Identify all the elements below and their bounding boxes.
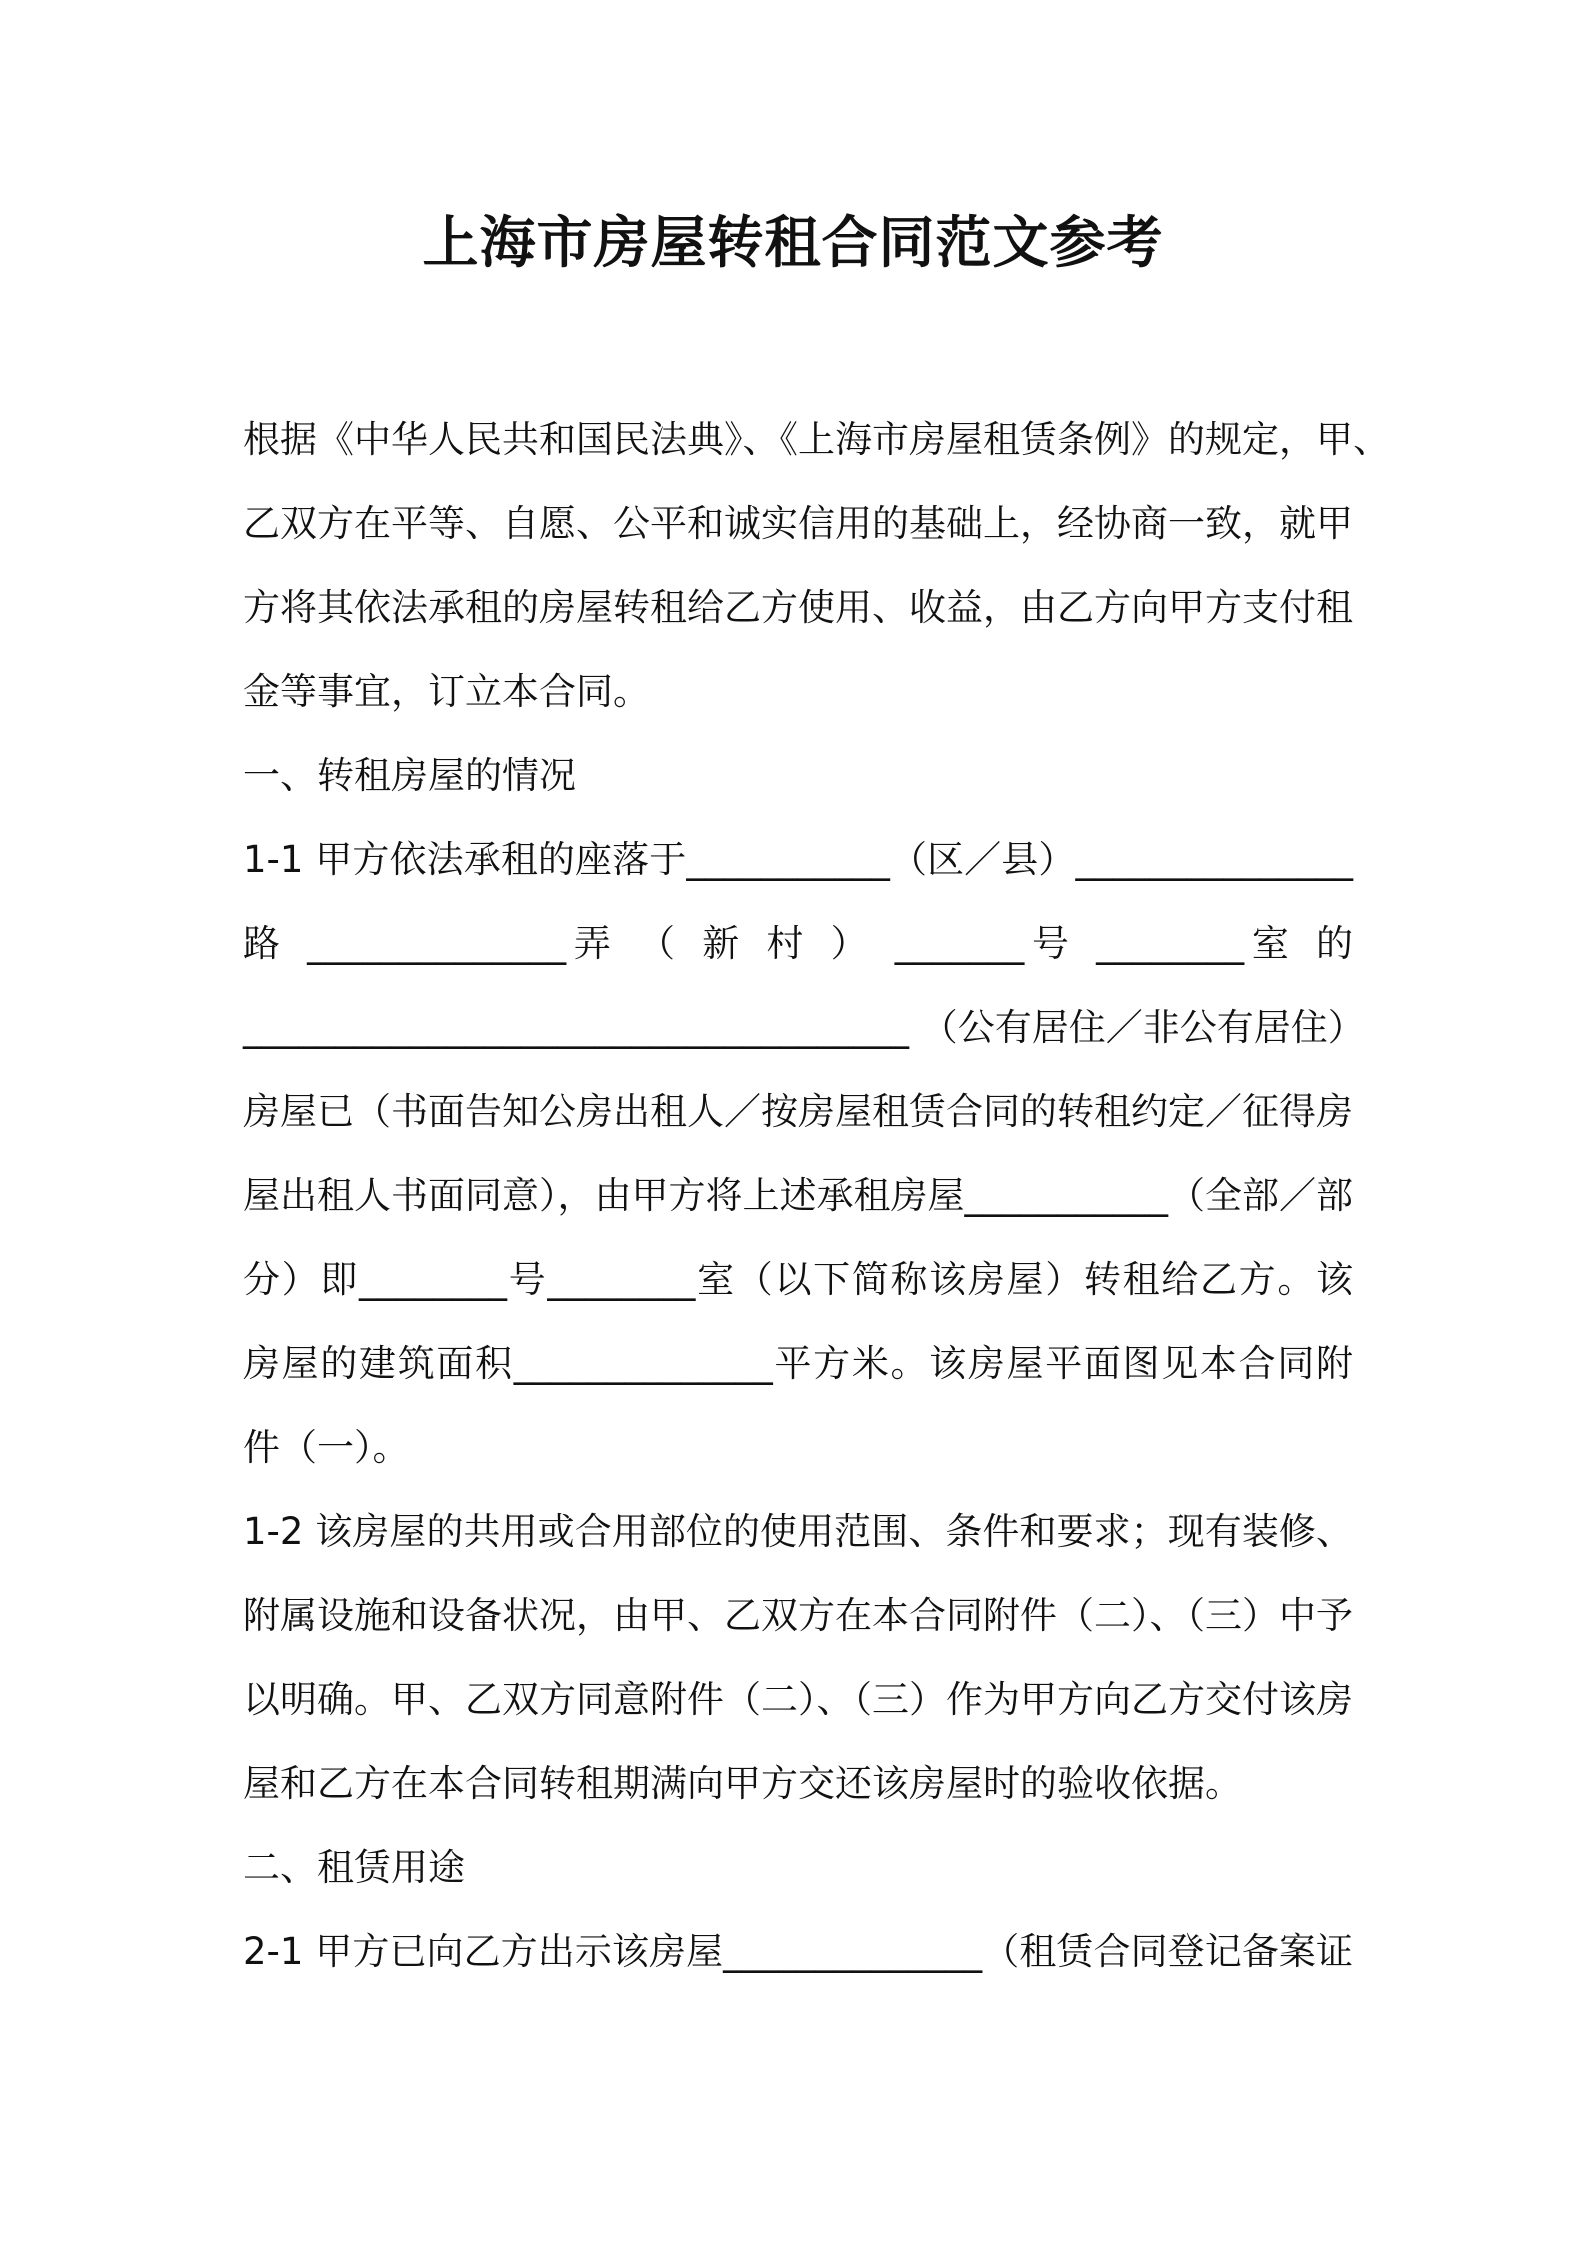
clause-line: 房屋已（书面告知公房出租人／按房屋租赁合同的转租约定／征得房 xyxy=(243,1090,1353,1133)
clause-line: 1-2 该房屋的共用或合用部位的使用范围、条件和要求；现有装修、 xyxy=(243,1510,1353,1553)
document-title: 上海市房屋转租合同范文参考 xyxy=(422,211,1164,276)
clause-line: 屋和乙方在本合同转租期满向甲方交还该房屋时的验收依据。 xyxy=(243,1762,1242,1805)
clause-line: 以明确。甲、乙双方同意附件（二）、（三）作为甲方向乙方交付该房 xyxy=(243,1678,1353,1721)
clause-line: 附属设施和设备状况，由甲、乙双方在本合同附件（二）、（三）中予 xyxy=(243,1594,1353,1637)
clause-line: 件（一）。 xyxy=(243,1426,410,1469)
clause-line: 屋出租人书面同意），由甲方将上述承租房屋___________（全部／部 xyxy=(243,1174,1353,1217)
clause-line: ____________________________________ （公有居住／非公有居住） xyxy=(243,1006,1365,1049)
clause-line: 2-1 甲方已向乙方出示该房屋______________（租赁合同登记备案证 xyxy=(243,1930,1353,1973)
clause-line: 分）即________号________室（以下简称该房屋）转租给乙方。该 xyxy=(243,1258,1353,1301)
section-heading: 一、转租房屋的情况 xyxy=(243,754,576,797)
paragraph-line: 根据《中华人民共和国民法典》、《上海市房屋租赁条例》的规定，甲、 xyxy=(243,418,1390,461)
clause-line: 房屋的建筑面积______________平方米。该房屋平面图见本合同附 xyxy=(243,1342,1353,1385)
document-body xyxy=(243,398,1390,1994)
paragraph-line: 金等事宜，订立本合同。 xyxy=(243,670,650,713)
clause-line: 路 ______________弄 （ 新 村 ） _______号 ________室 的 xyxy=(243,922,1353,965)
section-heading: 二、租赁用途 xyxy=(243,1846,465,1889)
paragraph-line: 方将其依法承租的房屋转租给乙方使用、收益，由乙方向甲方支付租 xyxy=(243,586,1353,629)
paragraph-line: 乙双方在平等、自愿、公平和诚实信用的基础上，经协商一致，就甲 xyxy=(243,502,1353,545)
clause-line: 1-1 甲方依法承租的座落于___________（区／县）_______________ xyxy=(243,838,1353,881)
